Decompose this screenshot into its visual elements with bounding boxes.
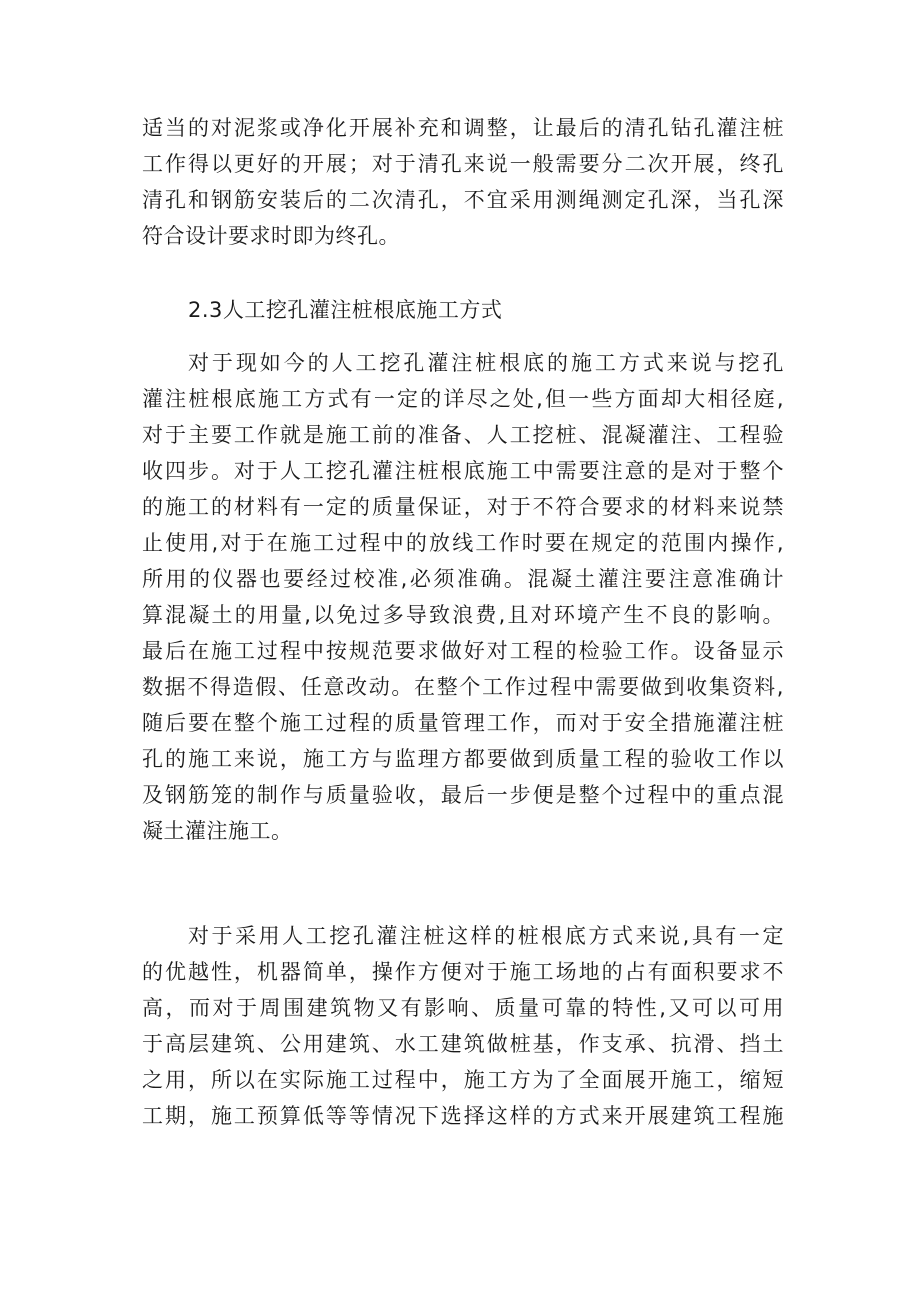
text-line: 适当的对泥浆或净化开展补充和调整，让最后的清孔钻孔灌注桩 (142, 116, 784, 140)
text-line: 符合设计要求时即为终孔。 (142, 224, 400, 248)
text-line: 工期，施工预算低等等情况下选择这样的方式来开展建筑工程施 (142, 1104, 784, 1128)
text-line: 高，而对于周围建筑物又有影响、质量可靠的特性,又可以可用 (142, 996, 784, 1020)
text-line: 最后在施工过程中按规范要求做好对工程的检验工作。设备显示 (142, 639, 784, 663)
text-line: 所用的仪器也要经过校准,必须准确。混凝土灌注要注意准确计 (142, 567, 784, 591)
text-line: 对于主要工作就是施工前的准备、人工挖桩、混凝灌注、工程验 (142, 423, 784, 447)
text-line: 灌注桩根底施工方式有一定的详尽之处,但一些方面却大相径庭, (142, 387, 784, 411)
text-line: 数据不得造假、任意改动。在整个工作过程中需要做到收集资料, (142, 675, 784, 699)
text-line: 止使用,对于在施工过程中的放线工作时要在规定的范围内操作, (142, 531, 784, 555)
text-line: 的施工的材料有一定的质量保证，对于不符合要求的材料来说禁 (142, 495, 784, 519)
paragraph-2 (142, 345, 784, 849)
text-line: 清孔和钢筋安装后的二次清孔，不宜采用测绳测定孔深，当孔深 (142, 188, 784, 212)
text-line: 对于现如今的人工挖孔灌注桩根底的施工方式来说与挖孔 (188, 351, 784, 375)
text-line: 于高层建筑、公用建筑、水工建筑做桩基，作支承、抗滑、挡土 (142, 1032, 784, 1056)
paragraph-3 (142, 918, 784, 1134)
paragraph-1 (142, 110, 784, 254)
text-line: 孔的施工来说，施工方与监理方都要做到质量工程的验收工作以 (142, 747, 784, 771)
text-line: 凝土灌注施工。 (142, 819, 293, 843)
text-line: 之用，所以在实际施工过程中，施工方为了全面展开施工，缩短 (142, 1068, 784, 1092)
text-line: 对于采用人工挖孔灌注桩这样的桩根底方式来说,具有一定 (188, 924, 784, 948)
section-heading: 2.3人工挖孔灌注桩根底施工方式 (188, 298, 503, 322)
text-line: 工作得以更好的开展；对于清孔来说一般需要分二次开展，终孔 (142, 152, 784, 176)
text-line: 随后要在整个施工过程的质量管理工作，而对于安全措施灌注桩 (142, 711, 784, 735)
text-line: 算混凝土的用量,以免过多导致浪费,且对环境产生不良的影响。 (142, 603, 784, 627)
text-line: 收四步。对于人工挖孔灌注桩根底施工中需要注意的是对于整个 (142, 459, 784, 483)
text-line: 及钢筋笼的制作与质量验收，最后一步便是整个过程中的重点混 (142, 783, 784, 807)
text-line: 的优越性，机器简单，操作方便对于施工场地的占有面积要求不 (142, 960, 784, 984)
